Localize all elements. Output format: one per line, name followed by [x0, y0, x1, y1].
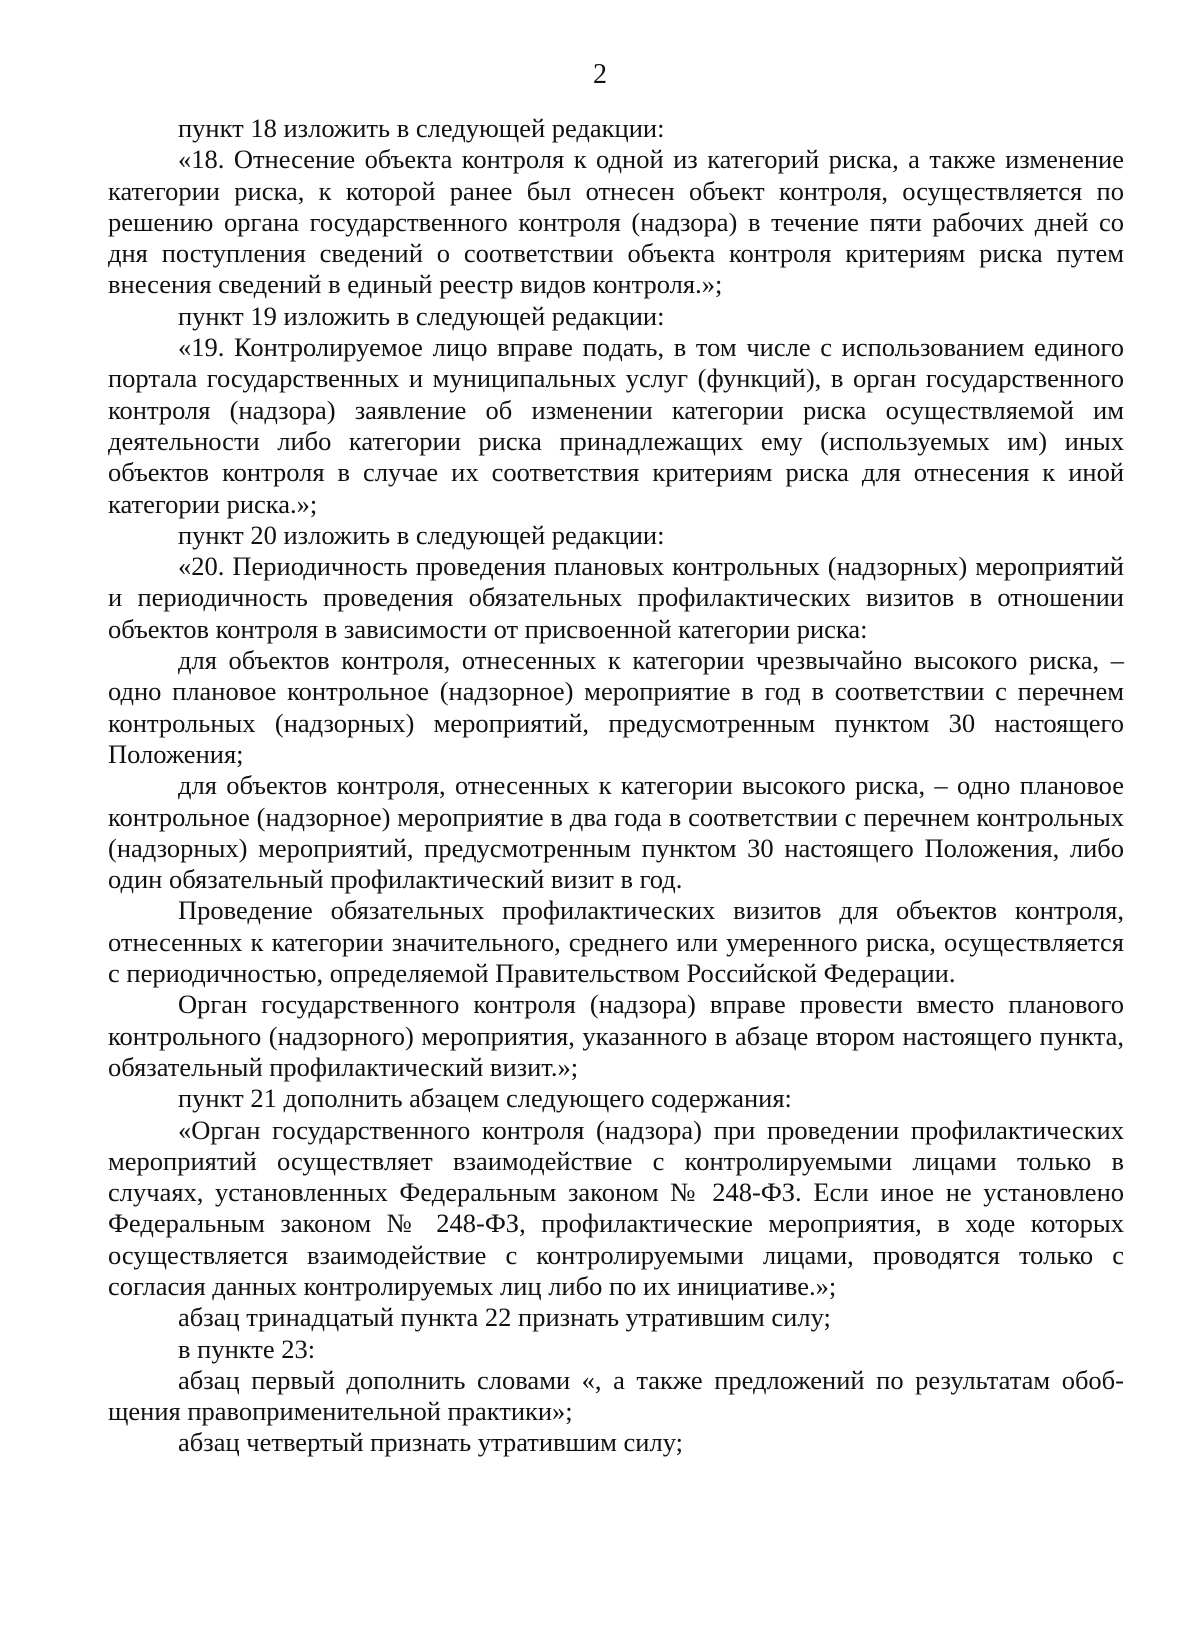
- paragraph: Проведение обязательных профилактических визитов для объектов контроля, отнесенных к категории значительного, среднего или умеренного риска, осуществляется с периодичностью, определяемой Правительством Российской Федерации.: [108, 895, 1124, 989]
- paragraph: «19. Контролируемое лицо вправе подать, в том числе с использованием единого портала государственных и муниципальных услуг (функций), в орган государственного контроля (надзора) заявление об изменении категории риска осуществляемой им деятельности либо категории риска принадлежащих ему (используемых им) иных объектов контроля в случае их соответствия критериям риска для отнесения к иной категории риска.»;: [108, 332, 1124, 519]
- paragraph: абзац четвертый признать утратившим силу;: [178, 1427, 683, 1458]
- paragraph: «20. Периодичность проведения плановых контрольных (надзорных) мероприятий и периодичность проведения обязательных профилактических визитов в отношении объектов контроля в зависимости от присвоенной категории риска:: [108, 551, 1124, 644]
- paragraph: пункт 20 изложить в следующей редакции:: [178, 519, 665, 550]
- paragraph: пункт 19 изложить в следующей редакции:: [178, 300, 665, 331]
- paragraph: Орган государственного контроля (надзора) вправе провести вместо планового контрольного (надзорного) мероприятия, указанного в абзаце втором настоящего пункта, обязательный профилактический визит.»;: [108, 989, 1124, 1082]
- paragraph: для объектов контроля, отнесенных к категории высокого риска, – одно плановое контрольное (надзорное) мероприятие в два года в соответствии с перечнем контрольных (надзорных) мероприятий, предусмотренным пунктом 30 настоящего Положения, либо один обязательный профилактический визит в год.: [108, 770, 1124, 895]
- paragraph: для объектов контроля, отнесенных к категории чрезвычайно высокого риска, – одно плановое контрольное (надзорное) мероприятие в год в соответствии с перечнем контрольных (надзорных) мероприятий, предусмотренным пунктом 30 настоящего Положения;: [108, 645, 1124, 769]
- paragraph: пункт 21 дополнить абзацем следующего содержания:: [178, 1083, 792, 1114]
- paragraph: абзац первый дополнить словами «, а также предложений по результатам обобщения правоприменительной практики»;: [108, 1364, 1124, 1427]
- paragraph: «Орган государственного контроля (надзора) при проведении профилактических мероприятий осуществляет взаимодействие с контролируемыми лицами только в случаях, установленных Федеральным законом № 248-ФЗ. Если иное не установлено Федеральным законом № 248-ФЗ, профилактические мероприятия, в ходе которых осуществляется взаимодействие с контролируемыми лицами, проводятся только с согласия данных контролируемых лиц либо по их инициативе.»;: [108, 1114, 1124, 1301]
- paragraph: абзац тринадцатый пункта 22 признать утратившим силу;: [178, 1302, 831, 1333]
- paragraph: «18. Отнесение объекта контроля к одной из категорий риска, а также изменение категории риска, к которой ранее был отнесен объект контроля, осуществляется по решению органа государственного контроля (надзора) в течение пяти рабочих дней со дня поступления сведений о соответствии объекта контроля критериям риска путем внесения сведений в единый реестр видов контроля.»;: [108, 144, 1124, 300]
- page-number: 2: [593, 59, 607, 90]
- paragraph: в пункте 23:: [178, 1333, 316, 1364]
- document-body: [108, 113, 1124, 1459]
- paragraph: пункт 18 изложить в следующей редакции:: [178, 113, 665, 143]
